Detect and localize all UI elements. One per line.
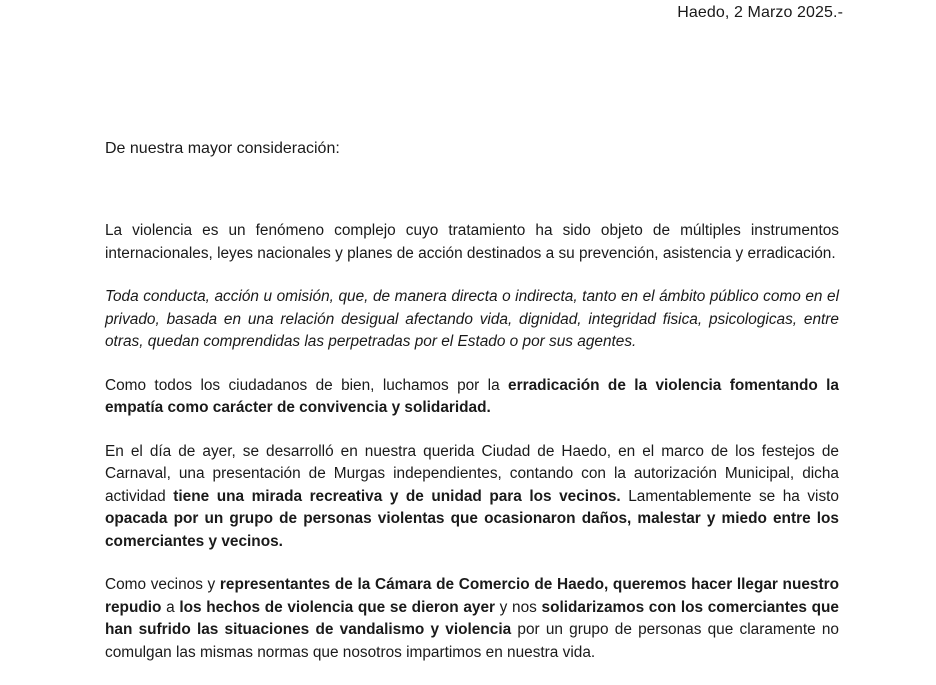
paragraph-3-text-1: Como todos los ciudadanos de bien, luchamos por la bbox=[105, 376, 509, 394]
paragraph-5-bold-1: representantes de la Cámara de Comercio de Haedo, queremos hacer llegar nuestro repudio bbox=[105, 576, 839, 616]
paragraph-4-text-1: En el día de ayer, se desarrolló en nuestra querida Ciudad de Haedo, en el marco de los festejos de Carnaval, una presentación de Murgas independientes, contando con la autorización Municipal, dicha actividad bbox=[105, 442, 839, 505]
paragraph-3-bold-1: erradicación de la violencia fomentando la empatía como carácter de convivencia y solidaridad. bbox=[105, 376, 839, 416]
paragraph-1: La violencia es un fenómeno complejo cuyo tratamiento ha sido objeto de múltiples instrumentos internacionales, leyes nacionales y planes de acción destinados a su prevención, asistencia y erradicación. bbox=[105, 222, 839, 262]
paragraph-5-text-1: Como vecinos y bbox=[105, 576, 220, 593]
paragraph-5 bbox=[105, 574, 839, 664]
paragraph-4 bbox=[105, 441, 839, 554]
paragraph-2: Toda conducta, acción u omisión, que, de manera directa o indirecta, tanto en el ámbito público como en el privado, basada en una relación desigual afectando vida, dignidad, integridad fisica, psicologicas, entre otras, quedan comprendidas las perpetradas por el Estado o por sus agentes. bbox=[105, 288, 839, 350]
letter-greeting: De nuestra mayor consideración: bbox=[105, 140, 340, 157]
paragraph-5-text-3: y nos bbox=[495, 598, 542, 616]
paragraph-4-bold-1: tiene una mirada recreativa y de unidad para los vecinos. bbox=[173, 487, 621, 505]
paragraph-3 bbox=[105, 375, 839, 420]
paragraph-5-bold-3: solidarizamos con los comerciantes que han sufrido las situaciones de vandalismo y violencia bbox=[105, 598, 839, 638]
letter-date: Haedo, 2 Marzo 2025.- bbox=[677, 4, 843, 21]
paragraph-5-text-4: por un grupo de personas que claramente no comulgan las mismas normas que nosotros impartimos en nuestra vida. bbox=[105, 621, 839, 661]
paragraph-5-text-2: a bbox=[161, 598, 180, 616]
paragraph-4-bold-2: opacada por un grupo de personas violentas que ocasionaron daños, malestar y miedo entre los comerciantes y vecinos. bbox=[105, 510, 839, 550]
paragraph-5-bold-2: los hechos de violencia que se dieron ayer bbox=[179, 598, 496, 616]
letter-body bbox=[105, 220, 839, 685]
paragraph-4-text-2: Lamentablemente se ha visto bbox=[620, 487, 839, 505]
